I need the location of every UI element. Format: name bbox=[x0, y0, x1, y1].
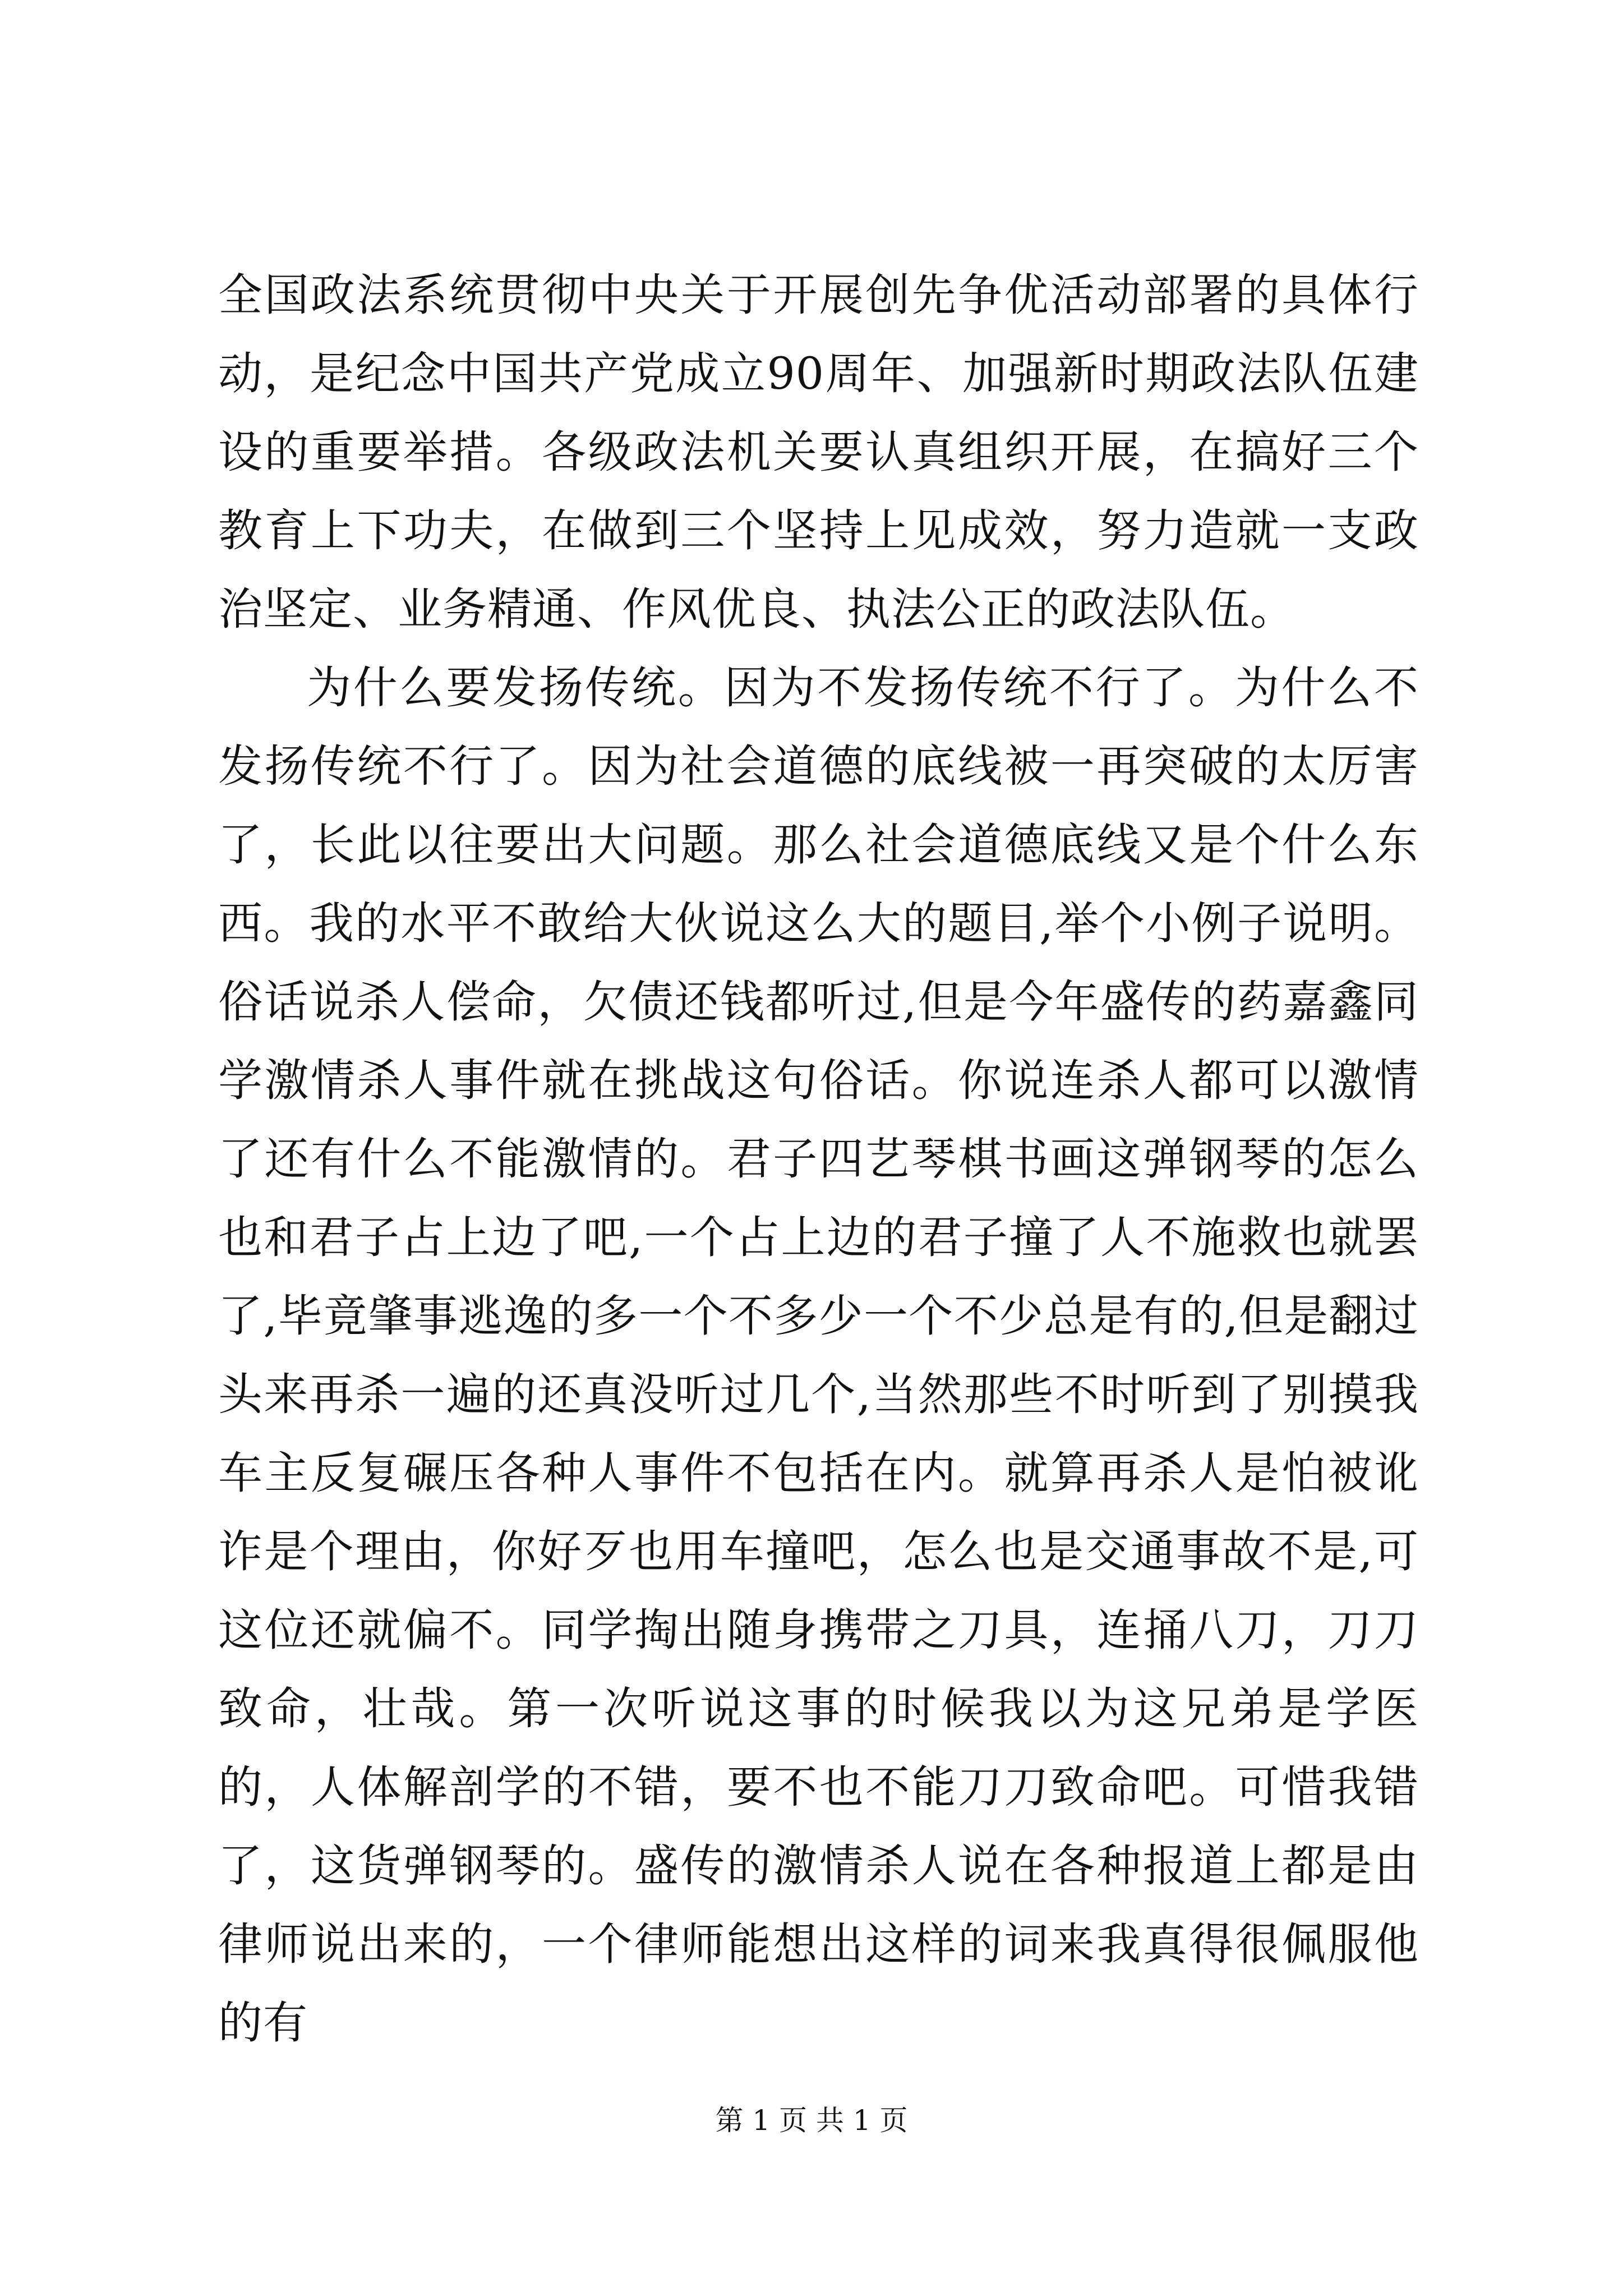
page-footer: 第 1 页 共 1 页 bbox=[715, 2104, 908, 2137]
paragraph-1: 全国政法系统贯彻中央关于开展创先争优活动部署的具体行动，是纪念中国共产党成立90周年、加强新时期政法队伍建设的重要举措。各级政法机关要认真组织开展，在搞好三个教育上下功夫，在做到三个坚持上见成效，努力造就一支政治坚定、业务精通、作风优良、执法公正的政法队伍。 bbox=[218, 269, 1419, 635]
body-text bbox=[218, 256, 1419, 2062]
paragraph-2: 为什么要发扬传统。因为不发扬传统不行了。为什么不发扬传统不行了。因为社会道德的底线被一再突破的太厉害了，长此以往要出大问题。那么社会道德底线又是个什么东西。我的水平不敢给大伙说这么大的题目,举个小例子说明。俗话说杀人偿命，欠债还钱都听过,但是今年盛传的药嘉鑫同学激情杀人事件就在挑战这句俗话。你说连杀人都可以激情了还有什么不能激情的。君子四艺琴棋书画这弹钢琴的怎么也和君子占上边了吧,一个占上边的君子撞了人不施救也就罢了,毕竟肇事逃逸的多一个不多少一个不少总是有的,但是翻过头来再杀一遍的还真没听过几个,当然那些不时听到了别摸我车主反复碾压各种人事件不包括在内。就算再杀人是怕被讹诈是个理由，你好歹也用车撞吧，怎么也是交通事故不是,可这位还就偏不。同学掏出随身携带之刀具，连捅八刀，刀刀致命，壮哉。第一次听说这事的时候我以为这兄弟是学医的，人体解剖学的不错，要不也不能刀刀致命吧。可惜我错了，这货弹钢琴的。盛传的激情杀人说在各种报道上都是由律师说出来的，一个律师能想出这样的词来我真得很佩服他的有 bbox=[218, 662, 1419, 2049]
